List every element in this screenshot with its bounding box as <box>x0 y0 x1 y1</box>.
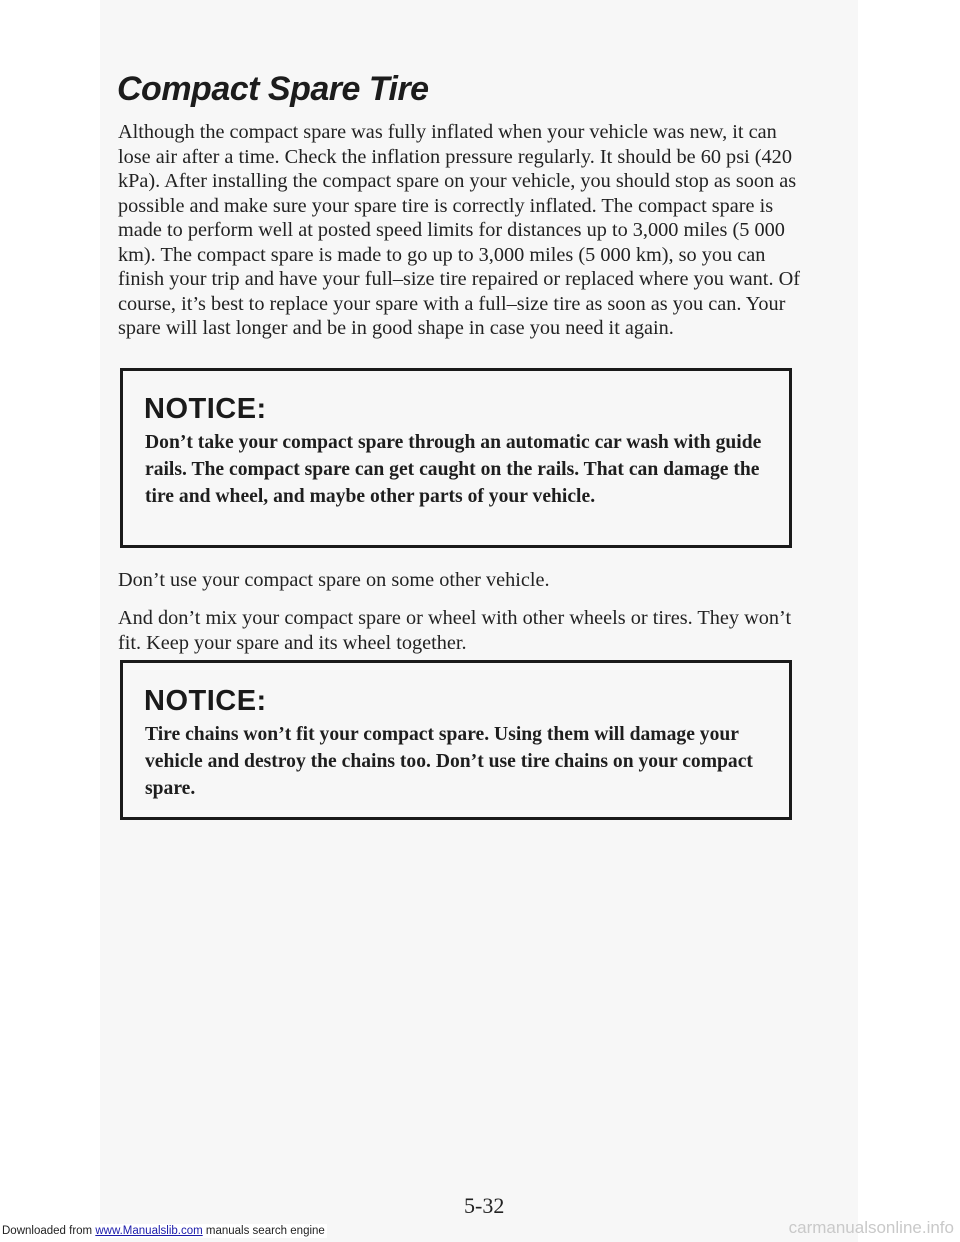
intro-paragraph: Although the compact spare was fully inflated when your vehicle was new, it can lose air after a time. Check the inflation pressure regularly. It should be 60 psi (420 kPa). After installing the compact spare on your vehicle, you should stop as soon as possible and make sure your spare tire is correctly inflated. The compact spare is made to perform well at posted speed limits for distances up to 3,000 miles (5 000 km). The compact spare is made to go up to 3,000 miles (5 000 km), so you can finish your trip and have your full–size tire repaired or replaced where you want. Of course, it’s best to replace your spare with a full–size tire as soon as you can. Your spare will last longer and be in good shape in case you need it again. <box>118 121 800 339</box>
mixing-paragraph: And don’t mix your compact spare or wheel with other wheels or tires. They won’t fit. Keep your spare and its wheel together. <box>118 607 792 654</box>
manualslib-link[interactable]: www.Manualslib.com <box>95 1225 203 1237</box>
notice-text: Don’t take your compact spare through an automatic car wash with guide rails. The compact spare can get caught on the rails. That can damage the tire and wheel, and maybe other parts of your vehicle. <box>145 432 762 507</box>
notice-box-car-wash <box>120 368 792 548</box>
download-footer <box>0 1224 327 1238</box>
notice-heading: NOTICE: <box>144 393 267 425</box>
notice-heading: NOTICE: <box>144 685 267 717</box>
notice-box-tire-chains <box>120 660 792 820</box>
watermark-text: carmanualsonline.info <box>788 1218 954 1237</box>
notice-text: Tire chains won’t fit your compact spare. Using them will damage your vehicle and destroy the chains too. Don’t use tire chains on your compact spare. <box>145 724 753 799</box>
other-vehicle-paragraph: Don’t use your compact spare on some other vehicle. <box>118 569 550 591</box>
page-title: Compact Spare Tire <box>117 70 429 108</box>
footer-suffix: manuals search engine <box>202 1225 325 1237</box>
page-number: 5-32 <box>464 1193 505 1218</box>
footer-prefix: Downloaded from <box>2 1225 96 1237</box>
